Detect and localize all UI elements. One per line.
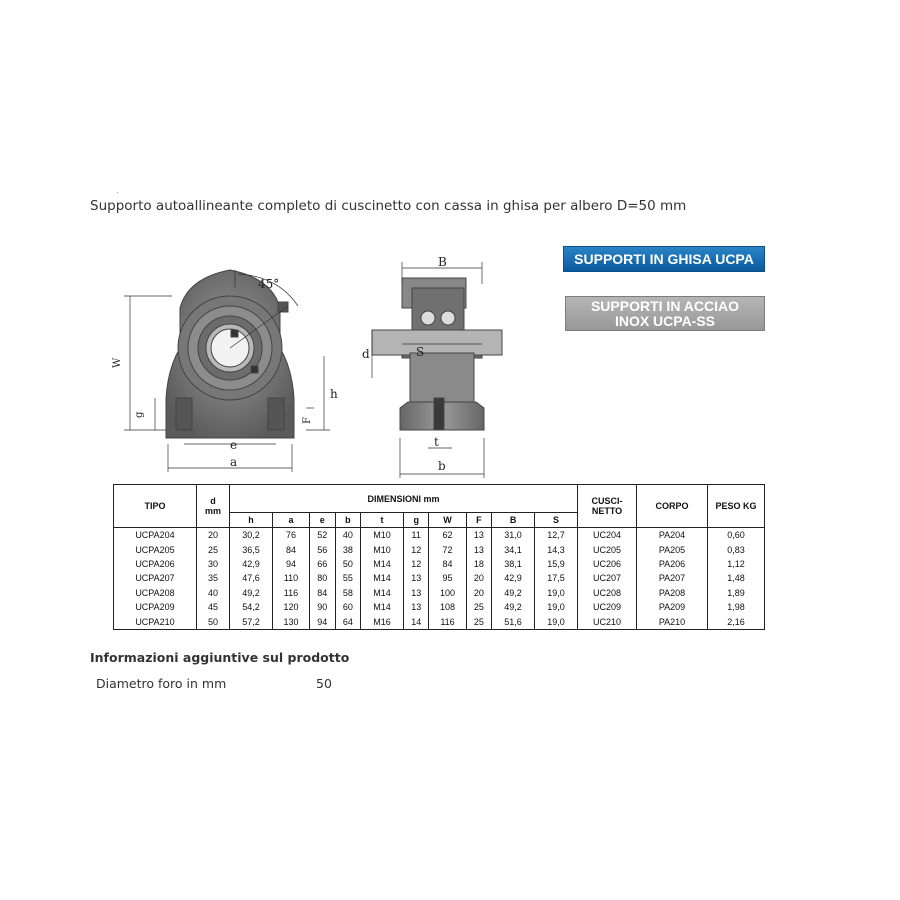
- info-label: Diametro foro in mm: [96, 676, 227, 691]
- table-cell: 66: [310, 557, 336, 571]
- table-cell: PA209: [637, 600, 708, 614]
- table-cell: 50: [335, 557, 361, 571]
- table-cell: M16: [361, 614, 404, 629]
- header-d: d mm: [197, 485, 230, 528]
- table-cell: 19,0: [535, 600, 578, 614]
- col-a: a: [272, 513, 309, 528]
- table-cell: PA206: [637, 557, 708, 571]
- table-cell: 36,5: [230, 542, 273, 556]
- info-heading: Informazioni aggiuntive sul prodotto: [90, 650, 350, 665]
- supporti-ghisa-label: SUPPORTI IN GHISA UCPA: [574, 250, 754, 267]
- table-cell: UC210: [578, 614, 637, 629]
- table-cell: 50: [197, 614, 230, 629]
- table-cell: 42,9: [492, 571, 535, 585]
- table-cell: 38: [335, 542, 361, 556]
- table-cell: UC208: [578, 586, 637, 600]
- table-cell: 20: [466, 571, 492, 585]
- supporti-ghisa-button[interactable]: [563, 246, 765, 272]
- table-cell: 56: [310, 542, 336, 556]
- table-cell: 17,5: [535, 571, 578, 585]
- col-g: g: [403, 513, 429, 528]
- table-cell: 80: [310, 571, 336, 585]
- supporti-acciaio-button[interactable]: [565, 296, 765, 331]
- info-value: 50: [316, 676, 332, 691]
- table-cell: 58: [335, 586, 361, 600]
- table-cell: 45: [197, 600, 230, 614]
- decorative-dot: .: [116, 186, 119, 196]
- label-F: F: [302, 417, 313, 424]
- table-cell: 52: [310, 528, 336, 543]
- header-tipo: TIPO: [114, 485, 197, 528]
- table-cell: UCPA210: [114, 614, 197, 629]
- table-cell: 30: [197, 557, 230, 571]
- table-cell: 25: [197, 542, 230, 556]
- table-cell: 13: [403, 571, 429, 585]
- table-cell: UC206: [578, 557, 637, 571]
- table-cell: 20: [197, 528, 230, 543]
- table-cell: 15,9: [535, 557, 578, 571]
- table-cell: PA204: [637, 528, 708, 543]
- table-cell: UC204: [578, 528, 637, 543]
- table-cell: 1,89: [708, 586, 765, 600]
- table-cell: UC207: [578, 571, 637, 585]
- table-cell: 0,83: [708, 542, 765, 556]
- table-cell: M14: [361, 571, 404, 585]
- table-cell: 13: [466, 528, 492, 543]
- table-cell: 14: [403, 614, 429, 629]
- table-cell: M14: [361, 557, 404, 571]
- table-cell: UCPA207: [114, 571, 197, 585]
- table-cell: 130: [272, 614, 309, 629]
- table-cell: 51,6: [492, 614, 535, 629]
- table-cell: 54,2: [230, 600, 273, 614]
- label-B: B: [438, 255, 447, 269]
- table-body: [114, 528, 765, 630]
- table-cell: 34,1: [492, 542, 535, 556]
- table-cell: 42,9: [230, 557, 273, 571]
- table-cell: 60: [335, 600, 361, 614]
- table-cell: 76: [272, 528, 309, 543]
- table-cell: 55: [335, 571, 361, 585]
- table-cell: PA208: [637, 586, 708, 600]
- table-cell: 18: [466, 557, 492, 571]
- table-cell: 1,98: [708, 600, 765, 614]
- table-cell: 25: [466, 614, 492, 629]
- table-cell: 84: [310, 586, 336, 600]
- col-W: W: [429, 513, 466, 528]
- table-cell: PA207: [637, 571, 708, 585]
- table-cell: UC209: [578, 600, 637, 614]
- table-cell: 84: [272, 542, 309, 556]
- table-cell: 49,2: [492, 600, 535, 614]
- table-cell: M10: [361, 542, 404, 556]
- table-cell: 19,0: [535, 586, 578, 600]
- table-cell: 47,6: [230, 571, 273, 585]
- bearing-drawing: [110, 248, 510, 480]
- table-row: [114, 614, 765, 629]
- header-corpo: CORPO: [637, 485, 708, 528]
- table-cell: 38,1: [492, 557, 535, 571]
- table-cell: 90: [310, 600, 336, 614]
- col-t: t: [361, 513, 404, 528]
- label-W: W: [112, 357, 123, 368]
- table-row: [114, 557, 765, 571]
- table-cell: UCPA209: [114, 600, 197, 614]
- side-view: [372, 278, 502, 430]
- table-cell: 0,60: [708, 528, 765, 543]
- table-cell: 2,16: [708, 614, 765, 629]
- table-cell: 14,3: [535, 542, 578, 556]
- table-cell: 13: [466, 542, 492, 556]
- table-cell: M14: [361, 600, 404, 614]
- table-cell: UCPA208: [114, 586, 197, 600]
- table-cell: 116: [272, 586, 309, 600]
- table-cell: 13: [403, 600, 429, 614]
- supporti-acciaio-label: SUPPORTI IN ACCIAO INOX UCPA-SS: [590, 297, 740, 329]
- table-cell: UCPA204: [114, 528, 197, 543]
- col-F: F: [466, 513, 492, 528]
- table-cell: 12: [403, 557, 429, 571]
- table-cell: PA210: [637, 614, 708, 629]
- col-h: h: [230, 513, 273, 528]
- label-a: a: [230, 455, 238, 469]
- table-row: [114, 528, 765, 543]
- table-cell: 40: [335, 528, 361, 543]
- label-g: g: [134, 411, 145, 418]
- label-e: e: [230, 438, 238, 452]
- table-row: [114, 586, 765, 600]
- table-cell: 11: [403, 528, 429, 543]
- label-h: h: [330, 387, 338, 401]
- table-row: [114, 600, 765, 614]
- table-cell: 84: [429, 557, 466, 571]
- table-cell: 120: [272, 600, 309, 614]
- table-cell: M14: [361, 586, 404, 600]
- table-row: [114, 571, 765, 585]
- col-e: e: [310, 513, 336, 528]
- table-cell: 19,0: [535, 614, 578, 629]
- table-cell: M10: [361, 528, 404, 543]
- table-cell: 31,0: [492, 528, 535, 543]
- table-cell: 110: [272, 571, 309, 585]
- table-cell: 35: [197, 571, 230, 585]
- label-S: S: [416, 345, 425, 359]
- table-cell: 57,2: [230, 614, 273, 629]
- table-cell: UCPA205: [114, 542, 197, 556]
- table-cell: 116: [429, 614, 466, 629]
- col-S: S: [535, 513, 578, 528]
- header-cuscinetto: CUSCI- NETTO: [578, 485, 637, 528]
- table-cell: 12: [403, 542, 429, 556]
- header-dimensioni: DIMENSIONI mm: [230, 485, 578, 513]
- table-cell: 13: [403, 586, 429, 600]
- table-cell: PA205: [637, 542, 708, 556]
- front-view: [166, 270, 294, 438]
- label-d: d: [362, 347, 370, 361]
- table-cell: 64: [335, 614, 361, 629]
- dimensions-table: [113, 484, 765, 630]
- table-row: [114, 542, 765, 556]
- table-cell: 12,7: [535, 528, 578, 543]
- table-cell: 1,12: [708, 557, 765, 571]
- col-B: B: [492, 513, 535, 528]
- label-t: t: [434, 435, 439, 449]
- table-cell: 49,2: [492, 586, 535, 600]
- table-cell: 25: [466, 600, 492, 614]
- table-cell: 1,48: [708, 571, 765, 585]
- product-description: Supporto autoallineante completo di cuscinetto con cassa in ghisa per albero D=50 mm: [90, 198, 687, 214]
- table-cell: 72: [429, 542, 466, 556]
- label-b: b: [438, 459, 446, 473]
- table-cell: 95: [429, 571, 466, 585]
- table-cell: 30,2: [230, 528, 273, 543]
- table-cell: 94: [272, 557, 309, 571]
- table-cell: 20: [466, 586, 492, 600]
- table-cell: 40: [197, 586, 230, 600]
- table-cell: UC205: [578, 542, 637, 556]
- header-peso: PESO KG: [708, 485, 765, 528]
- table-cell: 108: [429, 600, 466, 614]
- table-cell: 49,2: [230, 586, 273, 600]
- col-b: b: [335, 513, 361, 528]
- table-cell: 62: [429, 528, 466, 543]
- table-cell: 94: [310, 614, 336, 629]
- table-cell: UCPA206: [114, 557, 197, 571]
- table-cell: 100: [429, 586, 466, 600]
- label-angle: 45°: [258, 277, 280, 291]
